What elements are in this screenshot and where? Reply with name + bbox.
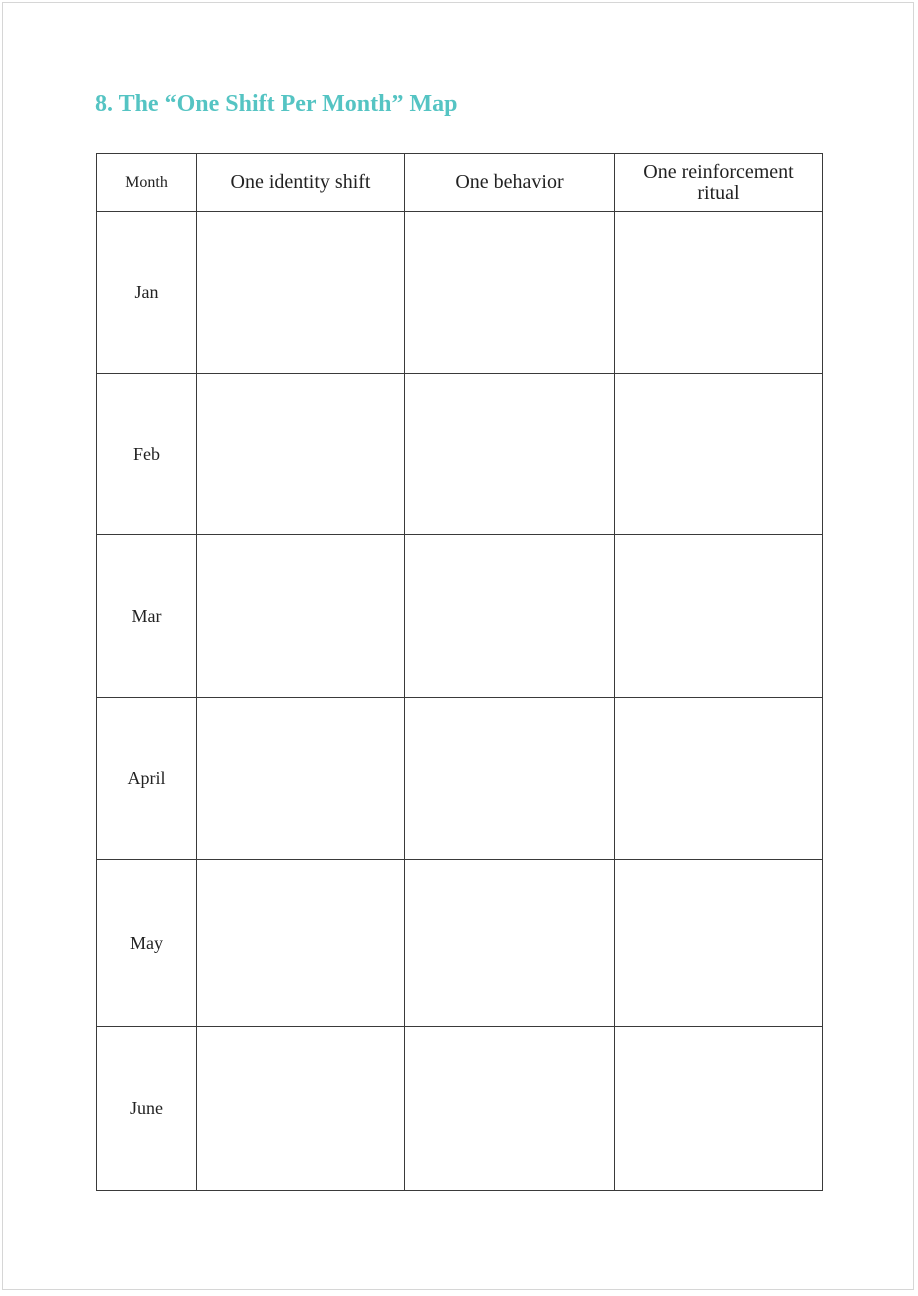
table-header-row [97,154,823,212]
ritual-cell[interactable] [615,374,823,535]
identity-shift-cell[interactable] [197,212,405,374]
behavior-cell[interactable] [405,860,615,1027]
table-row [97,212,823,374]
table-row [97,535,823,698]
page-title: 8. The “One Shift Per Month” Map [95,91,458,117]
ritual-cell[interactable] [615,535,823,698]
table-row [97,374,823,535]
identity-shift-cell[interactable] [197,535,405,698]
month-cell: Feb [97,374,197,535]
behavior-cell[interactable] [405,212,615,374]
table-row [97,698,823,860]
column-header-month: Month [97,154,197,212]
column-header-behavior: One behavior [405,154,615,212]
identity-shift-cell[interactable] [197,698,405,860]
month-cell: April [97,698,197,860]
behavior-cell[interactable] [405,698,615,860]
behavior-cell[interactable] [405,374,615,535]
identity-shift-cell[interactable] [197,374,405,535]
column-header-identity-shift: One identity shift [197,154,405,212]
month-cell: Mar [97,535,197,698]
ritual-cell[interactable] [615,1027,823,1191]
month-cell: June [97,1027,197,1191]
month-cell: May [97,860,197,1027]
ritual-cell[interactable] [615,860,823,1027]
reinforcement-ritual-label: One reinforcement ritual [643,160,794,204]
identity-shift-cell[interactable] [197,860,405,1027]
column-header-reinforcement-ritual [615,154,823,212]
behavior-cell[interactable] [405,1027,615,1191]
ritual-cell[interactable] [615,212,823,374]
ritual-cell[interactable] [615,698,823,860]
table-row [97,860,823,1027]
behavior-cell[interactable] [405,535,615,698]
monthly-shift-table [96,153,823,1191]
identity-shift-cell[interactable] [197,1027,405,1191]
table-row [97,1027,823,1191]
month-cell: Jan [97,212,197,374]
